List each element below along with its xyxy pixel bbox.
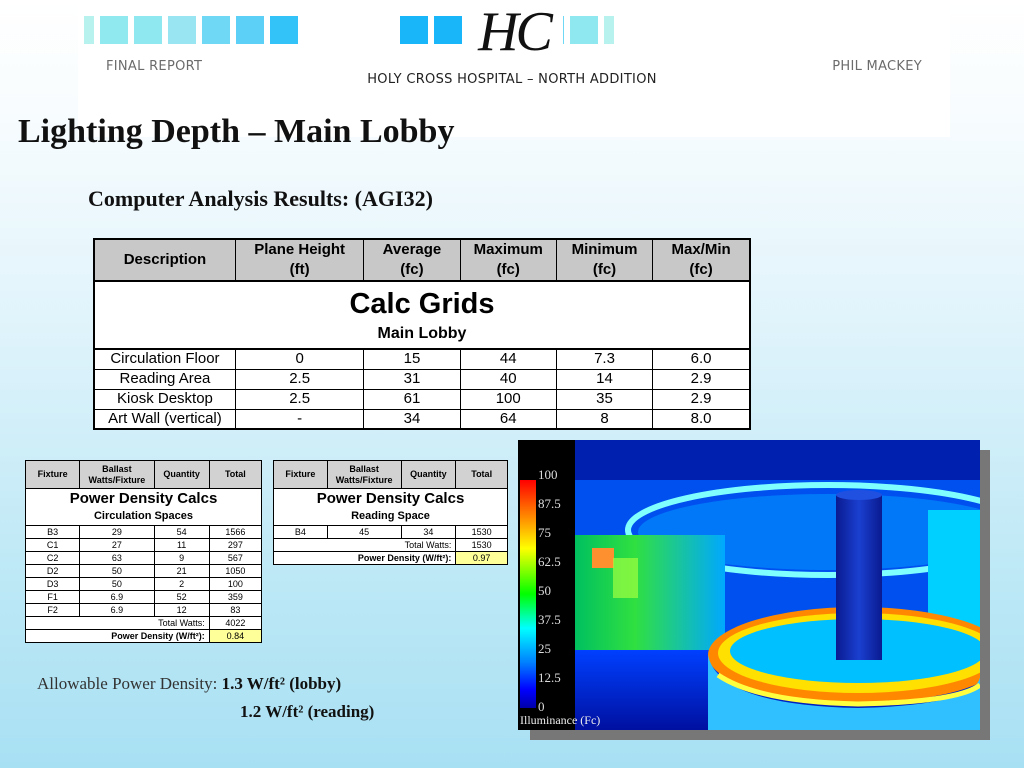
calc-grids-table bbox=[93, 238, 751, 430]
table-header-cell: Fixture bbox=[26, 461, 80, 489]
table-cell: 52 bbox=[154, 591, 209, 604]
header-author: PHIL MACKEY bbox=[832, 59, 922, 74]
scale-label: 0 bbox=[538, 699, 545, 714]
header-square bbox=[100, 16, 128, 44]
pd-reading-density-label: Power Density (W/ft²): bbox=[274, 552, 456, 565]
table-cell: 0 bbox=[235, 349, 363, 369]
header-square bbox=[134, 16, 162, 44]
table-cell: 359 bbox=[209, 591, 261, 604]
illuminance-scale-bar bbox=[520, 480, 536, 708]
table-cell: 7.3 bbox=[556, 349, 652, 369]
table-cell: 83 bbox=[209, 604, 261, 617]
table-row bbox=[94, 389, 750, 409]
table-header-cell: Ballast Watts/Fixture bbox=[80, 461, 154, 489]
table-cell: 9 bbox=[154, 552, 209, 565]
pd-reading-subtitle: Reading Space bbox=[351, 510, 430, 522]
table-header-cell: Fixture bbox=[274, 461, 328, 489]
header-line: Plane Height bbox=[254, 241, 346, 258]
scale-label: 75 bbox=[538, 525, 551, 540]
illuminance-rendering bbox=[518, 440, 980, 730]
power-density-reading-table bbox=[273, 460, 508, 565]
header-square bbox=[84, 16, 94, 44]
pd-circulation-total-value: 4022 bbox=[209, 617, 261, 630]
table-header-cell: Ballast Watts/Fixture bbox=[327, 461, 401, 489]
allowable-label: Allowable Power Density: bbox=[37, 674, 218, 693]
scale-label: 87.5 bbox=[538, 496, 561, 511]
calc-grids-header-cell bbox=[653, 239, 750, 281]
table-cell: 12 bbox=[154, 604, 209, 617]
table-cell: F1 bbox=[26, 591, 80, 604]
header-line: Description bbox=[123, 251, 207, 268]
header-line: Minimum bbox=[571, 241, 638, 258]
allowable-power-lobby bbox=[37, 674, 341, 694]
pd-reading-title-cell bbox=[274, 489, 508, 526]
pd-reading-total-value: 1530 bbox=[456, 539, 508, 552]
table-cell: Reading Area bbox=[94, 369, 235, 389]
table-cell: 29 bbox=[80, 526, 154, 539]
table-cell: C2 bbox=[26, 552, 80, 565]
allowable-power-reading bbox=[240, 702, 374, 722]
table-row bbox=[94, 349, 750, 369]
table-cell: 100 bbox=[460, 389, 556, 409]
table-cell: 54 bbox=[154, 526, 209, 539]
calc-grids-header-cell bbox=[556, 239, 652, 281]
pd-circulation-title: Power Density Calcs bbox=[69, 490, 218, 507]
header-line: Max/Min bbox=[671, 241, 731, 258]
header-unit: (fc) bbox=[592, 261, 617, 278]
hc-logo: HC bbox=[465, 2, 563, 62]
table-row bbox=[26, 526, 262, 539]
table-row bbox=[26, 565, 262, 578]
header-project-name: HOLY CROSS HOSPITAL – NORTH ADDITION bbox=[367, 72, 657, 87]
header-left-label: FINAL REPORT bbox=[106, 59, 203, 74]
table-cell: 6.0 bbox=[653, 349, 750, 369]
table-cell: 100 bbox=[209, 578, 261, 591]
pd-reading-total-label: Total Watts: bbox=[274, 539, 456, 552]
scale-label: 62.5 bbox=[538, 554, 561, 569]
header-unit: (fc) bbox=[689, 261, 713, 278]
calc-grids-title-cell bbox=[94, 281, 750, 349]
calc-grids-title: Calc Grids bbox=[349, 288, 495, 320]
table-cell: B4 bbox=[274, 526, 328, 539]
scale-label: 12.5 bbox=[538, 670, 561, 685]
pd-circulation-title-cell bbox=[26, 489, 262, 526]
header-unit: (fc) bbox=[400, 261, 424, 278]
table-cell: 35 bbox=[556, 389, 652, 409]
table-row bbox=[94, 409, 750, 429]
allowable-reading-value: 1.2 W/ft² (reading) bbox=[240, 702, 375, 721]
table-cell: 14 bbox=[556, 369, 652, 389]
table-cell: D3 bbox=[26, 578, 80, 591]
lobby-render-graphic bbox=[518, 440, 980, 730]
pd-circulation-subtitle: Circulation Spaces bbox=[93, 510, 194, 522]
table-cell: 8 bbox=[556, 409, 652, 429]
scale-label: 100 bbox=[538, 467, 558, 482]
table-cell: - bbox=[235, 409, 363, 429]
table-cell: 31 bbox=[364, 369, 460, 389]
header-square bbox=[400, 16, 428, 44]
table-cell: 44 bbox=[460, 349, 556, 369]
header-square bbox=[168, 16, 196, 44]
table-cell: 21 bbox=[154, 565, 209, 578]
table-cell: 567 bbox=[209, 552, 261, 565]
pd-circulation-density-value: 0.84 bbox=[209, 630, 261, 643]
table-header-cell: Total bbox=[209, 461, 261, 489]
table-cell: 2 bbox=[154, 578, 209, 591]
scale-label: 50 bbox=[538, 583, 551, 598]
table-cell: 8.0 bbox=[653, 409, 750, 429]
table-cell: 50 bbox=[80, 578, 154, 591]
table-row bbox=[274, 526, 508, 539]
header-square bbox=[570, 16, 598, 44]
table-cell: Circulation Floor bbox=[94, 349, 235, 369]
table-cell: 11 bbox=[154, 539, 209, 552]
table-cell: D2 bbox=[26, 565, 80, 578]
slide-title: Lighting Depth – Main Lobby bbox=[18, 113, 455, 150]
header-square bbox=[236, 16, 264, 44]
table-cell: 6.9 bbox=[80, 591, 154, 604]
header-unit: (ft) bbox=[289, 261, 310, 278]
calc-grids-header-cell bbox=[460, 239, 556, 281]
table-cell: 1530 bbox=[456, 526, 508, 539]
table-cell: 34 bbox=[364, 409, 460, 429]
power-density-circulation-table bbox=[25, 460, 262, 643]
header-line: Average bbox=[382, 241, 442, 258]
table-row bbox=[94, 369, 750, 389]
illuminance-caption: Illuminance (Fc) bbox=[520, 713, 601, 727]
table-cell: 1566 bbox=[209, 526, 261, 539]
table-cell: C1 bbox=[26, 539, 80, 552]
header-square bbox=[604, 16, 614, 44]
pd-reading-title: Power Density Calcs bbox=[316, 490, 465, 507]
table-cell: 64 bbox=[460, 409, 556, 429]
table-cell: 6.9 bbox=[80, 604, 154, 617]
table-cell: Kiosk Desktop bbox=[94, 389, 235, 409]
table-cell: 50 bbox=[80, 565, 154, 578]
table-cell: F2 bbox=[26, 604, 80, 617]
table-header-cell: Total bbox=[456, 461, 508, 489]
pd-circulation-total-label: Total Watts: bbox=[26, 617, 210, 630]
header-square bbox=[202, 16, 230, 44]
header-line: Maximum bbox=[473, 241, 543, 258]
table-cell: 2.9 bbox=[653, 389, 750, 409]
table-cell: 297 bbox=[209, 539, 261, 552]
header-square bbox=[434, 16, 462, 44]
table-row bbox=[26, 578, 262, 591]
table-row bbox=[26, 591, 262, 604]
slide-subtitle: Computer Analysis Results: (AGI32) bbox=[88, 186, 433, 211]
table-row bbox=[26, 539, 262, 552]
table-cell: 61 bbox=[364, 389, 460, 409]
table-cell: 45 bbox=[327, 526, 401, 539]
table-cell: B3 bbox=[26, 526, 80, 539]
pd-reading-density-value: 0.97 bbox=[456, 552, 508, 565]
table-cell: 2.9 bbox=[653, 369, 750, 389]
table-cell: 15 bbox=[364, 349, 460, 369]
table-cell: 40 bbox=[460, 369, 556, 389]
scale-label: 37.5 bbox=[538, 612, 561, 627]
table-cell: 2.5 bbox=[235, 369, 363, 389]
allowable-lobby-value: 1.3 W/ft² (lobby) bbox=[221, 674, 342, 693]
table-cell: Art Wall (vertical) bbox=[94, 409, 235, 429]
pd-circulation-density-label: Power Density (W/ft²): bbox=[26, 630, 210, 643]
table-header-cell: Quantity bbox=[401, 461, 456, 489]
table-row bbox=[26, 552, 262, 565]
calc-grids-header-cell bbox=[94, 239, 235, 281]
table-header-cell: Quantity bbox=[154, 461, 209, 489]
calc-grids-header-cell bbox=[235, 239, 363, 281]
header-square bbox=[270, 16, 298, 44]
table-cell: 2.5 bbox=[235, 389, 363, 409]
header-unit: (fc) bbox=[496, 261, 520, 278]
scale-label: 25 bbox=[538, 641, 551, 656]
table-cell: 63 bbox=[80, 552, 154, 565]
table-cell: 27 bbox=[80, 539, 154, 552]
calc-grids-subtitle: Main Lobby bbox=[377, 325, 467, 342]
table-row bbox=[26, 604, 262, 617]
table-cell: 34 bbox=[401, 526, 456, 539]
calc-grids-header-cell bbox=[364, 239, 460, 281]
table-cell: 1050 bbox=[209, 565, 261, 578]
